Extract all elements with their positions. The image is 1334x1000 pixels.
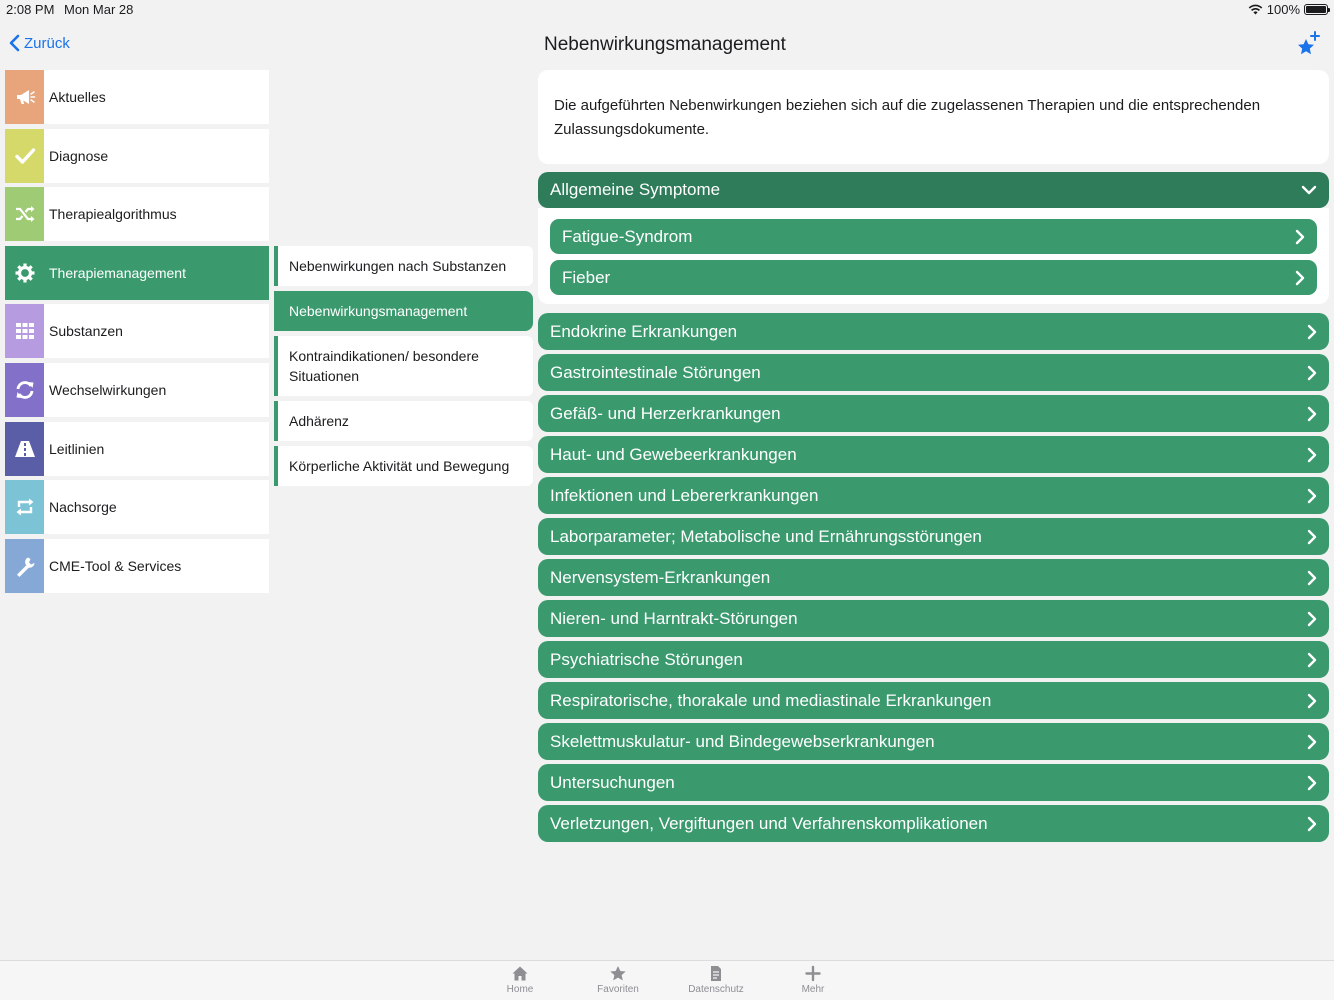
submenu-item-adhaerenz[interactable]: Adhärenz	[274, 401, 533, 441]
category-row[interactable]	[538, 559, 1329, 596]
symptom-label: Fatigue-Syndrom	[562, 226, 693, 246]
menu-item-cme-tool[interactable]	[5, 539, 269, 593]
gear-icon	[5, 246, 44, 300]
megaphone-icon	[5, 70, 44, 124]
wifi-icon	[1248, 4, 1263, 15]
menu-item-aktuelles[interactable]	[5, 70, 269, 124]
chevron-right-icon	[1307, 529, 1317, 545]
status-bar	[0, 0, 1334, 20]
category-label: Endokrine Erkrankungen	[550, 321, 738, 341]
category-row[interactable]	[538, 723, 1329, 760]
status-right	[1248, 2, 1328, 17]
category-row[interactable]	[538, 354, 1329, 391]
submenu-item-kontraindikationen[interactable]: Kontraindikationen/ besondere Situationen	[274, 336, 533, 396]
category-label: Skelettmuskulatur- und Bindegewebserkrankungen	[550, 731, 935, 751]
accordion-title: Allgemeine Symptome	[550, 180, 721, 199]
shuffle-icon	[5, 187, 44, 241]
chevron-right-icon	[1307, 365, 1317, 381]
back-button[interactable]	[8, 34, 70, 52]
submenu-item-nebenwirkungen-nach-substanzen[interactable]: Nebenwirkungen nach Substanzen	[274, 246, 533, 286]
symptom-label: Fieber	[562, 267, 611, 287]
symptom-row-fieber[interactable]	[550, 260, 1317, 295]
status-time: 2:08 PM	[6, 2, 55, 17]
category-list	[538, 313, 1329, 846]
category-label: Haut- und Gewebeerkrankungen	[550, 444, 797, 464]
accordion-header-allgemeine-symptome[interactable]	[538, 172, 1329, 208]
menu-item-label: Leitlinien	[49, 440, 105, 457]
category-row[interactable]	[538, 641, 1329, 678]
chevron-left-icon	[8, 34, 20, 52]
chevron-right-icon	[1307, 611, 1317, 627]
main-menu	[5, 70, 269, 597]
chevron-right-icon	[1307, 734, 1317, 750]
chevron-right-icon	[1307, 324, 1317, 340]
category-row[interactable]	[538, 313, 1329, 350]
chevron-right-icon	[1307, 570, 1317, 586]
road-icon	[5, 422, 44, 476]
category-label: Nervensystem-Erkrankungen	[550, 567, 771, 587]
menu-item-label: Wechselwirkungen	[49, 381, 167, 398]
menu-item-wechselwirkungen[interactable]	[5, 363, 269, 417]
menu-item-leitlinien[interactable]	[5, 422, 269, 476]
menu-item-label: Nachsorge	[49, 499, 117, 516]
back-label: Zurück	[24, 34, 70, 52]
category-label: Infektionen und Lebererkrankungen	[550, 485, 819, 505]
chevron-down-icon	[1301, 185, 1317, 195]
chevron-right-icon	[1307, 488, 1317, 504]
tab-bar	[0, 960, 1334, 1000]
category-row[interactable]	[538, 600, 1329, 637]
menu-item-label: CME-Tool & Services	[49, 557, 182, 574]
category-row[interactable]	[538, 477, 1329, 514]
grid-icon	[5, 304, 44, 358]
tab-datenschutz[interactable]	[676, 965, 756, 995]
category-label: Gastrointestinale Störungen	[550, 362, 761, 382]
battery-icon	[1304, 4, 1328, 15]
star-icon	[609, 965, 627, 982]
chevron-right-icon	[1307, 447, 1317, 463]
home-icon	[511, 965, 529, 982]
menu-item-therapiealgorithmus[interactable]	[5, 187, 269, 241]
submenu-item-nebenwirkungsmanagement[interactable]: Nebenwirkungsmanagement	[274, 291, 533, 331]
category-row[interactable]	[538, 805, 1329, 842]
info-text: Die aufgeführten Nebenwirkungen beziehen sich auf die zugelassenen Therapien und die entsprechenden Zulassungsdokumente.	[538, 70, 1329, 164]
tab-home[interactable]	[480, 965, 560, 995]
chevron-right-icon	[1295, 229, 1305, 245]
category-label: Gefäß- und Herzerkrankungen	[550, 403, 781, 423]
category-label: Respiratorische, thorakale und mediastinale Erkrankungen	[550, 690, 992, 710]
submenu	[274, 246, 533, 491]
submenu-item-koerperliche-aktivitaet[interactable]: Körperliche Aktivität und Bewegung	[274, 446, 533, 486]
tab-favoriten[interactable]	[578, 965, 658, 995]
wrench-icon	[5, 539, 44, 593]
chevron-right-icon	[1295, 270, 1305, 286]
category-label: Untersuchungen	[550, 772, 675, 792]
category-row[interactable]	[538, 764, 1329, 801]
category-label: Nieren- und Harntrakt-Störungen	[550, 608, 798, 628]
menu-item-label: Substanzen	[49, 323, 123, 340]
chevron-right-icon	[1307, 406, 1317, 422]
menu-item-label: Therapiemanagement	[49, 264, 186, 281]
chevron-right-icon	[1307, 693, 1317, 709]
tab-label: Mehr	[801, 984, 825, 995]
add-favorite-icon[interactable]	[1296, 30, 1322, 58]
category-row[interactable]	[538, 518, 1329, 555]
category-row[interactable]	[538, 395, 1329, 432]
category-label: Verletzungen, Vergiftungen und Verfahrenskomplikationen	[550, 813, 988, 833]
page-title: Nebenwirkungsmanagement	[544, 34, 786, 55]
tab-label: Datenschutz	[688, 984, 744, 995]
menu-item-substanzen[interactable]	[5, 304, 269, 358]
plus-icon	[804, 965, 822, 982]
menu-item-diagnose[interactable]	[5, 129, 269, 183]
battery-percent: 100%	[1266, 2, 1300, 17]
tab-mehr[interactable]	[773, 965, 853, 995]
status-date: Mon Mar 28	[64, 2, 134, 17]
menu-item-label: Therapiealgorithmus	[49, 206, 177, 223]
category-label: Psychiatrische Störungen	[550, 649, 743, 669]
tab-label: Favoriten	[597, 984, 639, 995]
refresh-icon	[5, 363, 44, 417]
category-row[interactable]	[538, 682, 1329, 719]
category-row[interactable]	[538, 436, 1329, 473]
category-label: Laborparameter; Metabolische und Ernährungsstörungen	[550, 526, 982, 546]
repeat-icon	[5, 480, 44, 534]
checkmark-icon	[5, 129, 44, 183]
tab-label: Home	[506, 984, 534, 995]
chevron-right-icon	[1307, 775, 1317, 791]
menu-item-label: Diagnose	[49, 147, 109, 164]
menu-item-nachsorge[interactable]	[5, 480, 269, 534]
symptom-row-fatigue[interactable]	[550, 219, 1317, 254]
chevron-right-icon	[1307, 652, 1317, 668]
chevron-right-icon	[1307, 816, 1317, 832]
document-icon	[707, 965, 725, 982]
menu-item-therapiemanagement[interactable]	[5, 246, 269, 300]
menu-item-label: Aktuelles	[49, 89, 106, 105]
